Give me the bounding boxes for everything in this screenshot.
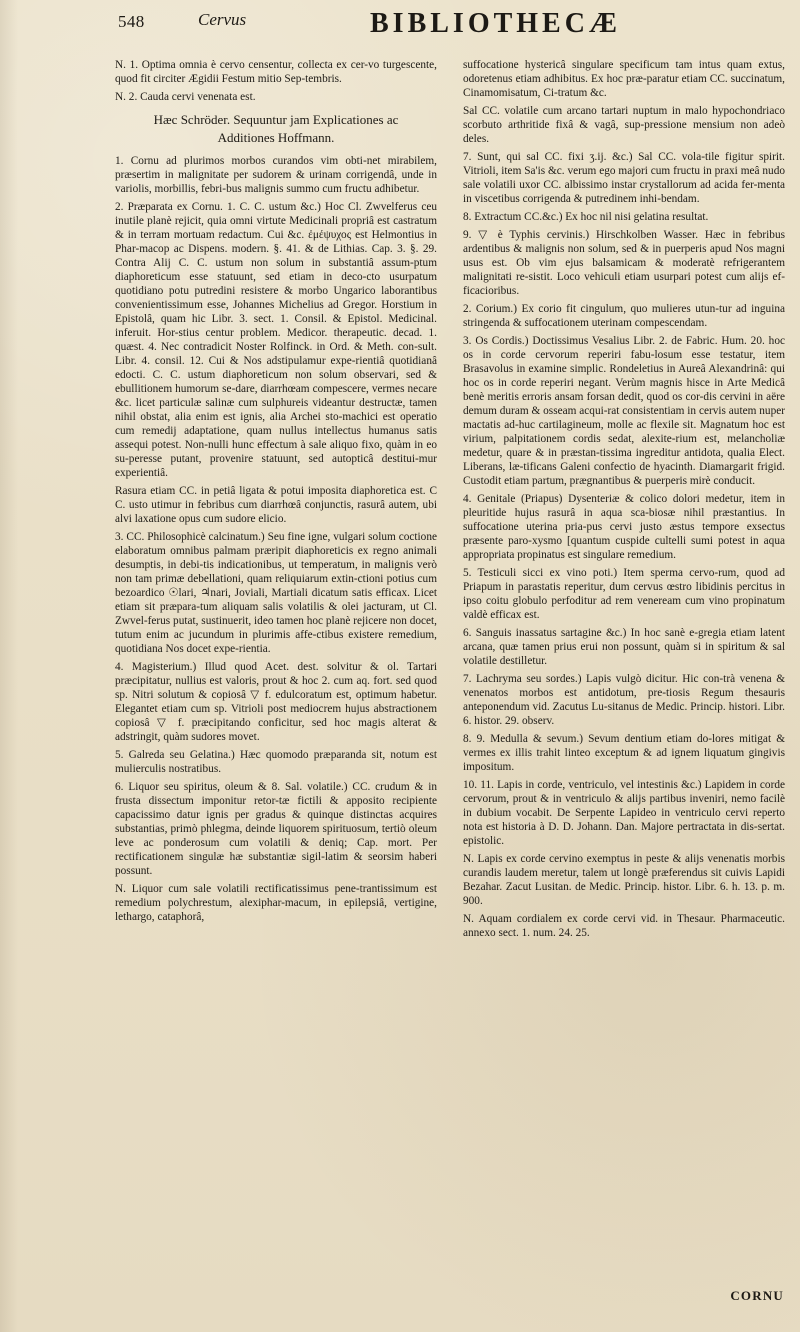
page-edge-shadow (0, 0, 18, 1332)
left-paragraph: 3. CC. Philosophicè calcinatum.) Seu fine igne, vulgari solum coctione elaboratum omnibus palmam præripit diaphoreticis ex regno animali desumptis, in debi-tis indicationibus, ut temperatum, in malignis verò non tam primæ debellationi, quam reliquiarum extin-ctioni potius cum bezoardico ☉lari, ♃nari, Joviali, Martiali dicatum satis efficax. Licet etiam sit præpara-tum aliquam salis volatilis & olei jacturam, ut Cl. Zwvel-ferus putat, sustinuerit, ideo tamen hoc planè rejicere non docet, tutum enim ac jucundum in plurimis affe-ctibus existere remedium, quotidiana Nos docet expe-rientia. (115, 531, 437, 656)
left-paragraph: 5. Galreda seu Gelatina.) Hæc quomodo præparanda sit, notum est mulierculis nostratibus. (115, 749, 437, 776)
right-paragraph: 9. ▽ è Typhis cervinis.) Hirschkolben Wasser. Hæc in febribus ardentibus & malignis non solum, sed & in puerperis apud Nos magni usus est. Ob vim ejus balsamicam & moderatè refrigerantem malignitati re-sistit. Loco vehiculi etiam usurpari potest cum alijs ef-ficacioribus. (463, 229, 785, 297)
right-paragraph: 10. 11. Lapis in corde, ventriculo, vel intestinis &c.) Lapidem in corde cervorum, prout & in ventriculo & alijs partibus inveniri, nemo facilè in dubium vocabit. De Serpente Lapideo in ventriculo cervi reperto nota est historia à D. D. Johann. Dan. Majore pertractata in dis-sertat. epistolic. (463, 779, 785, 847)
running-title: Cervus (198, 10, 247, 29)
right-paragraph: 7. Lachryma seu sordes.) Lapis vulgò dicitur. Hic con-trà venena & venenatos morbos est antidotum, pre-tiosis Regum thesauris anteponendum vid. Zacutus Lu-sitanus de Medic. Princip. histori. Libr. 6. histor. 29. observ. (463, 673, 785, 727)
left-opening-line-2: N. 2. Cauda cervi venenata est. (115, 91, 256, 103)
section-heading (115, 111, 437, 146)
right-paragraph: N. Aquam cordialem ex corde cervi vid. in Thesaur. Pharmaceutic. annexo sect. 1. num. 24. 25. (463, 913, 785, 939)
text-columns (115, 58, 785, 1288)
left-opening-line-1: N. 1. Optima omnia è cervo censentur, collecta ex cer-vo turgescente, quod fit circiter Ægidii Festum mitio Sep-tembris. (115, 59, 437, 85)
left-paragraph: Rasura etiam CC. in petiâ ligata & potui imposita diaphoretica est. C C. usto utimur in febribus cum diarrhœâ conjunctis, rasurâ autem, ubi alvi laxatione opus cum sudore elicio. (115, 485, 437, 526)
section-heading-line-2: Additiones Hoffmann. (217, 129, 335, 145)
right-paragraph: N. Lapis ex corde cervino exemptus in peste & alijs venenatis morbis curandis laudem meretur, talem ut longè præferendus sit cuivis Lapidi Bezahar. Zacut Lusitan. de Medic. Princip. histor. Libr. 6. h. 13. p. m. 900. (463, 853, 785, 907)
right-paragraph: 8. Extractum CC.&c.) Ex hoc nil nisi gelatina resultat. (463, 211, 709, 223)
right-paragraph: Sal CC. volatile cum arcano tartari nuptum in malo hypochondriaco scorbuto arthritide fixâ & vagâ, sup-pressione mensium non adeò deles. (463, 105, 785, 145)
right-paragraph: 7. Sunt, qui sal CC. fixi ʒ.ij. &c.) Sal CC. vola-tile figitur spirit. Vitrioli, item Sa'is &c. verum ego majori cum fructu in praxi meâ nudo sale volatili uxor CC. albissimo instar crystallorum ad acida fer-menta in viscetibus corrigenda & putredinem inhi-bendam. (463, 151, 785, 205)
left-paragraph: 6. Liquor seu spiritus, oleum & 8. Sal. volatile.) CC. crudum & in frusta dissectum imponitur retor-tæ fictili & apposito recipiente capacissimo datur ignis per gradus & quinque distinctas acquires substantias, primò phlegma, deinde liquorem spirituosum, tertiò oleum leve ac ponderosum cum volatili & deniq; Cap. mort. Per rectificationem singulæ hæ substantiæ sigil-latim & seorsim haberi possunt. (115, 781, 437, 878)
right-paragraph: suffocatione hystericâ singulare specificum tam intus quam extus, odoretenus etiam adhibitus. Ex hoc præ-paratur etiam CC. succinatum, Cinamomisatum, Ci-tratum &c. (463, 59, 785, 99)
right-paragraph: 3. Os Cordis.) Doctissimus Vesalius Libr. 2. de Fabric. Hum. 20. hoc os in corde cervorum reperiri fabu-losum esse testatur, item Brasavolus in examine simplic. Rondeletius in Aureâ Alexandrinâ: qui hoc os in corde reperiri negant. Verùm magnis hisce in Arte Medicâ benè meritis erroris ansam forsan dedit, quod os cor-dis cervini in aëre demum duram & osseam acqui-rat consistentiam in cervis autem nuper mactatis ad-huc cartilagineum, molle ac flexile sit. Magnatum hoc est virium, palpitationem cordis sedat, alexite-rium est, melancholiæ medetur, quare & in præstan-tissima ingreditur antidota, qualia Elect. Liberans, læ-tificans Galeni confectio de hyacinth. Diamargarit frigid. Custodit etiam partum, prægnantibus & puerperis mirè conducit. (463, 335, 785, 487)
left-paragraph: 2. Præparata ex Cornu. 1. C. C. ustum &c.) Hoc Cl. Zwvelferus ceu inutile planè rejicit, quia omni virtute Medicinali propriâ est castratum & in terram mortuam redactum. Cui &c. ἐμέψυχος est Helmontius in Phar-macop ac Dispens. modern. §. 41. & de Lithias. Cap. 3. §. 29. Contra Alij C. C. ustum non solum in substantiâ assum-ptum diaphoreticum esse statuunt, sed etiam in deco-cto usurpatum quotidiano potu putredini resistere & morbo Ungarico laborantibus convenientissimum esse, Johannes Michelius ad Gregor. Horstium in Epistolâ, quam hic Libr. 3. sect. 1. Consil. & Epistol. Medicinal. inferuit. Hor-stius centur problem. Medicor. therapeutic. decad. 1. quæst. 4. Nec contradicit Noster Rolfinck. in Ord. & Meth. con-sult. Libr. 4. consil. 12. Cui & Nos adstipulamur expe-rientiâ quotidianâ edocti. C. C. ustum diaphoreticum non solum observari, sed & ebullitionem humorum se-dare, diarrhœam compescere, vermes necare &c. licet particulæ salinæ cum sulphureis videantur destructæ, tamen nihil obstat, alia enim est ignis, alia Archei sto-machici est operatio cum remedij adaptatione, quam nullus intellectus humanus satis assequi potest. Non-nulli hunc effectum à sale aliquo fixo, quàm in eo su-peresse putant, provenire statuunt, sed autopticâ destitui-mur experientiâ. (115, 201, 437, 480)
page-number: 548 (118, 12, 145, 31)
left-paragraph: N. Liquor cum sale volatili rectificatissimus pene-trantissimum est remedium polychrestum, alexiphar-macum, in epilepsiâ, vertigine, lethargo, cataphorâ, (115, 883, 437, 924)
page-header (0, 10, 800, 64)
section-heading-line-1: Hæc Schröder. Sequuntur jam Explicationes ac (153, 112, 399, 127)
right-paragraph: 2. Corium.) Ex corio fit cingulum, quo mulieres utun-tur ad inguina stringenda & suffocationem uterinam compescendam. (463, 303, 785, 329)
left-paragraph: 1. Cornu ad plurimos morbos curandos vim obti-net mirabilem, præsertim in malignitate per sudorem & urinam corrigendâ, unde in variolis, morbillis, febri-bus malignis summo cum fructu adhibetur. (115, 155, 437, 196)
right-paragraph: 5. Testiculi sicci ex vino poti.) Item sperma cervo-rum, quod ad Priapum in parastatis reperitur, dum cervus œstro libidinis percitus in ipso coitu globulo perfoditur ad rem veneream cum vino propinatum valdè efficax est. (463, 567, 785, 621)
main-title: BIBLIOTHECÆ (370, 8, 621, 39)
left-column (115, 58, 437, 1288)
right-paragraph: 8. 9. Medulla & sevum.) Sevum dentium etiam do-lores mitigat & vermes ex illis trahit linteo exceptum & ad ignem liquatum gingivis impositum. (463, 733, 785, 773)
left-paragraph: 4. Magisterium.) Illud quod Acet. dest. solvitur & ol. Tartari præcipitatur, nullius est valoris, prout & hoc 2. cum aq. fort. sed quod sp. Nitri solutum & copiosâ ▽ f. edulcoratum est, optimum habetur. Elegantet etiam cum sp. Vitrioli post mediocrem hujus abstractionem copiosâ ▽ f. præcipitando conficitur, sed hoc magis alterat & adstringit, quàm sudores movet. (115, 661, 437, 744)
right-column (463, 58, 785, 1288)
right-paragraph: 6. Sanguis inassatus sartagine &c.) In hoc sanè e-gregia etiam latent arcana, quæ tamen prius erui non possunt, quàm si in spiritum & sal volatile destilletur. (463, 627, 785, 667)
catchword: CORNU (730, 1288, 784, 1303)
right-paragraph: 4. Genitale (Priapus) Dysenteriæ & colico dolori medetur, item in pleuritide hujus rasurâ in aqua sca-biosæ nihil præstantius. In suffocatione uterina pria-pus cervi justo æstus tempore exsectus præsente paro-xysmo [quantum cuspide cultelli sumi potest in aqua appropriata propinatus est singulare remedium. (463, 493, 785, 561)
